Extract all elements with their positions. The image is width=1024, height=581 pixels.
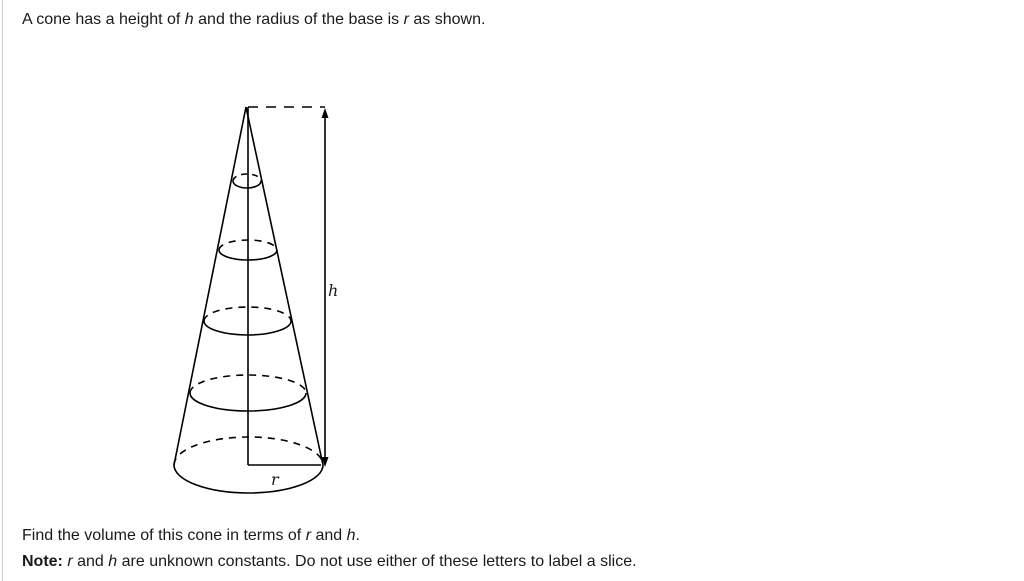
question-task	[22, 526, 360, 546]
base-front-arc	[174, 465, 323, 493]
task-r-variable: r	[305, 527, 312, 544]
note-label: Note:	[22, 553, 63, 570]
note-middle: and	[72, 553, 109, 570]
note-r-variable: r	[67, 553, 73, 570]
slice-ellipse-front	[233, 181, 261, 188]
intro-h-variable: h	[184, 11, 194, 28]
question-intro	[22, 10, 485, 30]
cone-diagram	[160, 95, 360, 505]
slice-ellipse-back	[233, 174, 261, 181]
task-suffix: .	[355, 527, 360, 544]
task-middle: and	[311, 527, 347, 544]
intro-prefix: A cone has a height of	[22, 11, 185, 28]
intro-middle: and the radius of the base is	[193, 11, 404, 28]
task-prefix: Find the volume of this cone in terms of	[22, 527, 306, 544]
question-note	[22, 552, 637, 572]
height-label: h	[328, 281, 339, 300]
note-suffix: are unknown constants. Do not use either of these letters to label a slice.	[117, 553, 637, 570]
radius-label: r	[271, 470, 279, 489]
left-divider	[2, 0, 3, 581]
note-h-variable: h	[108, 553, 118, 570]
intro-r-variable: r	[403, 11, 409, 28]
cone-figure	[160, 95, 360, 505]
intro-suffix: as shown.	[408, 11, 486, 28]
task-h-variable: h	[346, 527, 356, 544]
height-arrow-top	[322, 108, 329, 118]
